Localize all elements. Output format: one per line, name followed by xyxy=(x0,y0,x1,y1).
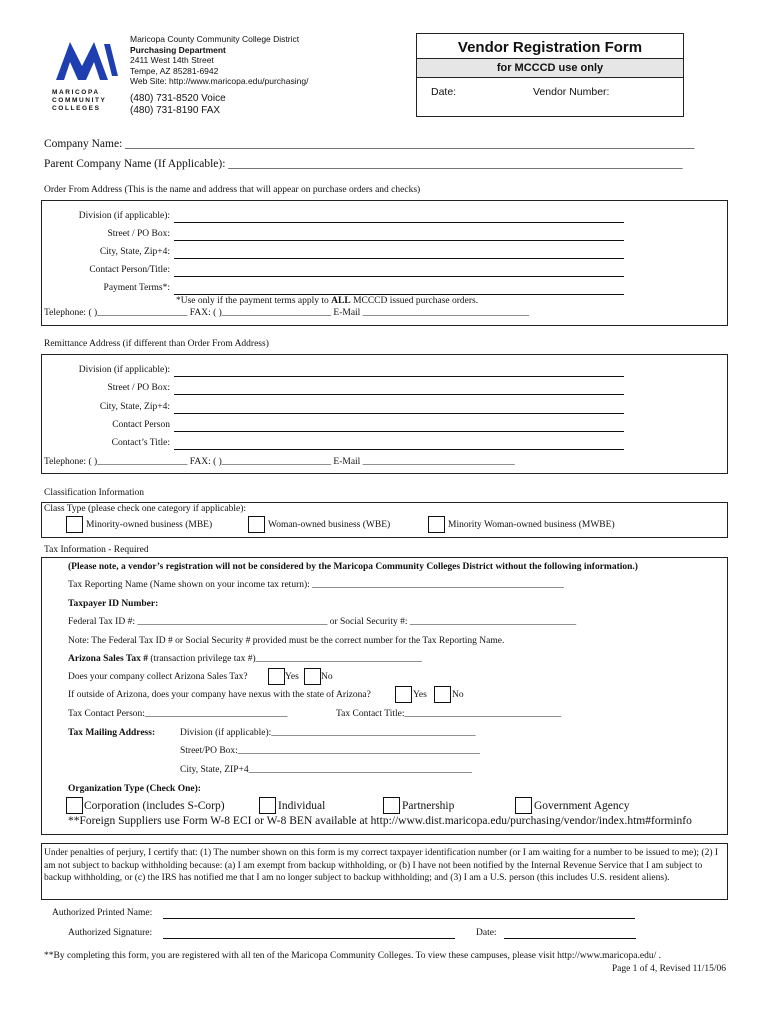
logo-mark-icon xyxy=(52,36,124,82)
form-title: Vendor Registration Form xyxy=(457,39,643,56)
corporation-label: Corporation (includes S-Corp) xyxy=(84,800,225,812)
page-number: Page 1 of 4, Revised 11/15/06 xyxy=(611,964,726,974)
logo-line-1: MARICOPA xyxy=(52,89,100,96)
phone-fax: (480) 731-8190 FAX xyxy=(130,104,221,116)
mwbe-checkbox[interactable] xyxy=(428,516,445,533)
parent-company-field[interactable]: Parent Company Name (If Applicable): _______________________________________________________________________________ xyxy=(44,158,683,170)
remit-city-input[interactable] xyxy=(174,413,624,414)
signature-date-input[interactable] xyxy=(504,938,636,939)
order-city-input[interactable] xyxy=(174,258,624,259)
form-subtitle-bar xyxy=(417,58,683,78)
nexus-no-label: No xyxy=(452,690,464,700)
order-street-input[interactable] xyxy=(174,240,624,241)
payment-note-bold: ALL xyxy=(331,296,351,306)
collect-no-checkbox[interactable] xyxy=(304,668,321,685)
tax-id-note: Note: The Federal Tax ID # or Social Security # provided must be the correct number for the Tax Reporting Name. xyxy=(68,636,505,646)
district-info xyxy=(130,34,308,117)
certification-text: Under penalties of perjury, I certify that: (1) The number shown on this form is my correct taxpayer identification number (or I am waiting for a number to be issued to me); (2) I am not subject to backup withholding because: (a) I am exempt from backup withholding, or (b) I have not been notified by the Internal Revenue Service that I am subject to backup withholding, or (c) the IRS has notified me that I am no longer subject to backup withholding; and (3) I am a U.S. person (this includes U.S. resident aliens). xyxy=(44,848,719,884)
remit-division-label: Division (if applicable): xyxy=(78,365,170,375)
foreign-suppliers-note: **Foreign Suppliers use Form W-8 ECI or W-8 BEN available at http://www.dist.maricopa.edu/purchasing/vendor/index.htm#forminfo xyxy=(68,815,692,827)
collect-no-label: No xyxy=(321,672,333,682)
federal-tax-id-field[interactable]: Federal Tax ID #: ________________________________________ or Social Security #: ___________________________________ xyxy=(68,617,577,627)
form-subtitle: for MCCCD use only xyxy=(496,62,604,74)
remit-street-label: Street / PO Box: xyxy=(107,383,170,393)
signature-input[interactable] xyxy=(163,938,455,939)
address-line-1: 2411 West 14th Street xyxy=(130,55,214,65)
mbe-label: Minority-owned business (MBE) xyxy=(86,520,213,530)
remit-title-input[interactable] xyxy=(174,449,624,450)
wbe-checkbox[interactable] xyxy=(248,516,265,533)
order-from-heading: Order From Address (This is the name and address that will appear on purchase orders and checks) xyxy=(44,185,421,195)
mwbe-label: Minority Woman-owned business (MWBE) xyxy=(448,520,615,530)
order-contact-label: Contact Person/Title: xyxy=(89,265,170,275)
company-name-field[interactable]: Company Name: ___________________________________________________________________________________________________ xyxy=(44,138,695,150)
nexus-yes-checkbox[interactable] xyxy=(395,686,412,703)
partnership-checkbox[interactable] xyxy=(383,797,400,814)
website-link[interactable]: Web Site: http://www.maricopa.edu/purchasing/ xyxy=(130,76,309,86)
tax-mail-division-field[interactable]: Division (if applicable):___________________________________________ xyxy=(180,728,476,738)
signature-date-label: Date: xyxy=(476,928,497,938)
corporation-checkbox[interactable] xyxy=(66,797,83,814)
payment-terms-note xyxy=(176,296,478,306)
vendor-number-label: Vendor Number: xyxy=(533,86,610,98)
tax-mail-street-field[interactable]: Street/PO Box:___________________________________________________ xyxy=(180,746,481,756)
district-name: Maricopa County Community College District xyxy=(130,34,300,44)
az-sales-tax-field[interactable] xyxy=(68,654,422,664)
payment-note-pre: *Use only if the payment terms apply to xyxy=(176,296,332,306)
wbe-label: Woman-owned business (WBE) xyxy=(268,520,391,530)
date-label: Date: xyxy=(431,86,457,98)
remit-contact-input[interactable] xyxy=(174,431,624,432)
payment-note-post: MCCCD issued purchase orders. xyxy=(350,296,479,306)
remit-telephone-row[interactable]: Telephone: ( )___________________ FAX: ( )_______________________ E-Mail ________________________________ xyxy=(44,457,515,467)
nexus-yes-label: Yes xyxy=(413,690,427,700)
mcccd-logo xyxy=(52,36,124,116)
printed-name-input[interactable] xyxy=(163,918,635,919)
individual-checkbox[interactable] xyxy=(259,797,276,814)
order-division-label: Division (if applicable): xyxy=(78,211,170,221)
individual-label: Individual xyxy=(278,800,326,812)
tax-contact-title-field[interactable]: Tax Contact Title:_________________________________ xyxy=(336,709,562,719)
government-label: Government Agency xyxy=(534,800,630,812)
nexus-question: If outside of Arizona, does your company have nexus with the state of Arizona? xyxy=(68,690,371,700)
logo-line-2: COMMUNITY xyxy=(52,97,107,104)
nexus-no-checkbox[interactable] xyxy=(434,686,451,703)
remittance-heading: Remittance Address (if different than Order From Address) xyxy=(44,339,269,349)
signature-label: Authorized Signature: xyxy=(68,928,153,938)
collect-yes-checkbox[interactable] xyxy=(268,668,285,685)
partnership-label: Partnership xyxy=(402,800,455,812)
tax-notice: (Please note, a vendor’s registration will not be considered by the Maricopa Community Colleges District without the following information.) xyxy=(68,562,638,572)
tax-heading: Tax Information - Required xyxy=(44,545,149,555)
collect-az-tax-question: Does your company collect Arizona Sales Tax? xyxy=(68,672,248,682)
remit-city-label: City, State, Zip+4: xyxy=(99,402,170,412)
mcccd-use-box xyxy=(416,33,684,117)
remit-title-label: Contact’s Title: xyxy=(111,438,170,448)
phone-voice: (480) 731-8520 Voice xyxy=(130,92,226,104)
order-payment-input[interactable] xyxy=(174,294,624,295)
taxpayer-id-heading: Taxpayer ID Number: xyxy=(68,599,159,609)
government-checkbox[interactable] xyxy=(515,797,532,814)
remit-division-input[interactable] xyxy=(174,376,624,377)
tax-mail-city-field[interactable]: City, State, ZIP+4_______________________________________________ xyxy=(180,765,472,775)
order-street-label: Street / PO Box: xyxy=(107,229,170,239)
order-telephone-row[interactable]: Telephone: ( )___________________ FAX: ( )_______________________ E-Mail ___________________________________ xyxy=(44,308,529,318)
logo-line-3: COLLEGES xyxy=(52,105,101,112)
address-line-2: Tempe, AZ 85281-6942 xyxy=(130,65,219,76)
tax-reporting-name-field[interactable]: Tax Reporting Name (Name shown on your income tax return): _____________________________________________________ xyxy=(68,580,564,590)
order-division-input[interactable] xyxy=(174,222,624,223)
registration-note: **By completing this form, you are registered with all ten of the Maricopa Community Colleges. To view these campuses, please visit http://www.maricopa.edu/ . xyxy=(44,951,661,961)
printed-name-label: Authorized Printed Name: xyxy=(52,908,153,918)
class-type-label: Class Type (please check one category if applicable): xyxy=(44,504,247,514)
az-sales-tax-label: Arizona Sales Tax # xyxy=(68,654,148,664)
org-type-heading: Organization Type (Check One): xyxy=(68,784,201,794)
mbe-checkbox[interactable] xyxy=(66,516,83,533)
tax-mailing-label: Tax Mailing Address: xyxy=(68,728,156,738)
collect-yes-label: Yes xyxy=(285,672,299,682)
logo-text xyxy=(52,89,124,113)
tax-contact-person-field[interactable]: Tax Contact Person:______________________________ xyxy=(68,709,288,719)
order-payment-label: Payment Terms*: xyxy=(103,283,170,293)
order-contact-input[interactable] xyxy=(174,276,624,277)
az-sales-tax-rest: (transaction privilege tax #)___________________________________ xyxy=(147,654,422,664)
department-name: Purchasing Department xyxy=(130,44,226,55)
classification-heading: Classification Information xyxy=(44,488,144,498)
remit-street-input[interactable] xyxy=(174,394,624,395)
order-city-label: City, State, Zip+4: xyxy=(99,247,170,257)
remit-contact-label: Contact Person xyxy=(112,420,170,430)
